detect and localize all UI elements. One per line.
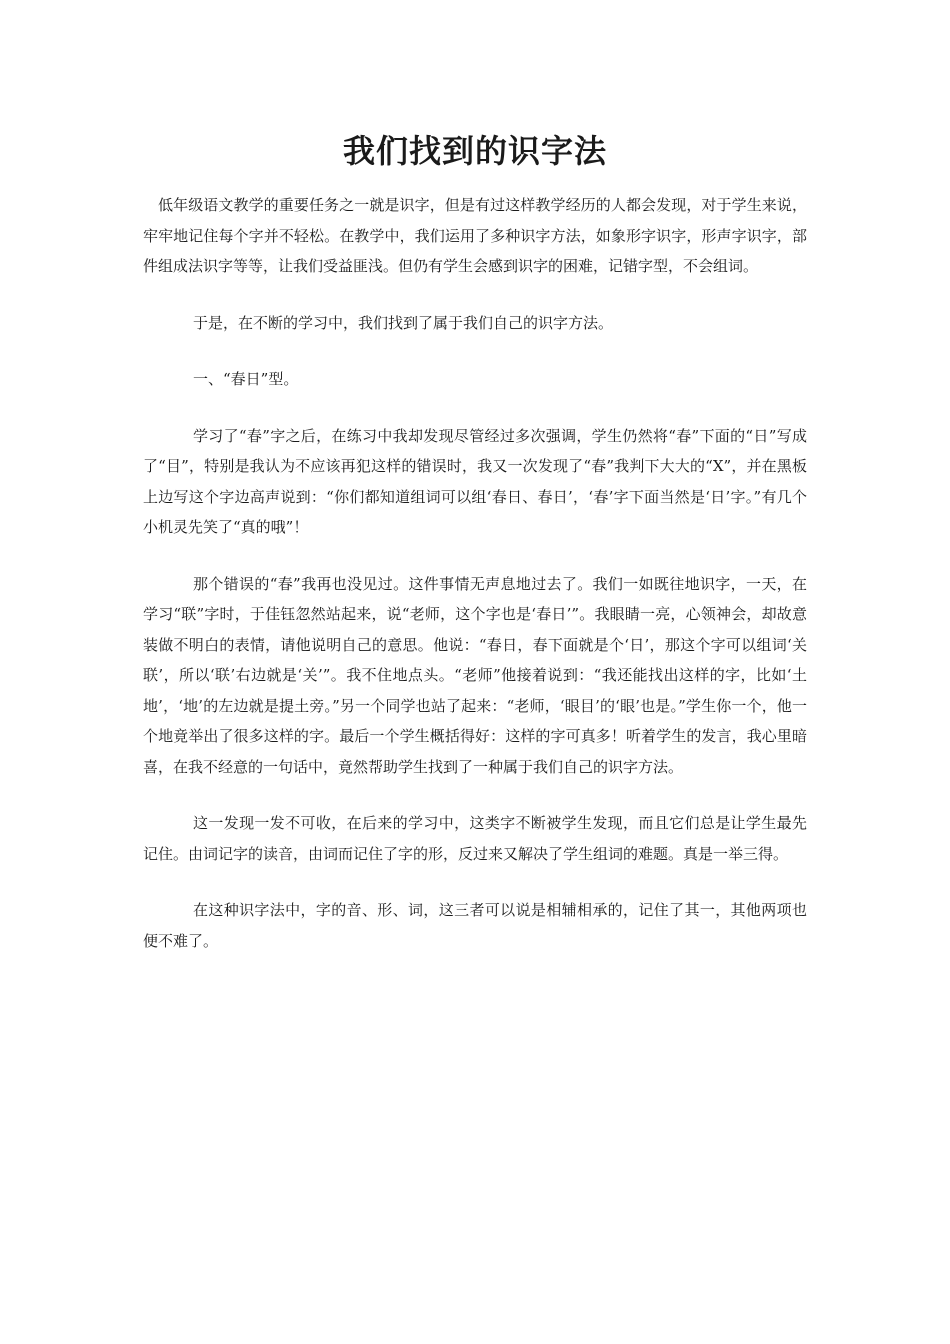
paragraph-lian-story: 那个错误的“春”我再也没见过。这件事情无声息地过去了。我们一如既往地识字，一天，在学习“联”字时，于佳钰忽然站起来，说“老师，这个字也是‘春日’”。我眼睛一亮，心领神会，却故意装做不明白的表情，请他说明自己的意思。他说：“春日，春下面就是个‘日’，那这个字可以组词‘关联’，所以‘联’右边就是‘关’”。我不住地点头。“老师”他接着说到：“我还能找出这样的字，比如‘土地’，‘地’的左边就是提土旁。”另一个同学也站了起来：“老师，‘眼目’的‘眼’也是。”学生你一个，他一个地竟举出了很多这样的字。最后一个学生概括得好：这样的字可真多！听着学生的发言，我心里暗喜，在我不经意的一句话中，竟然帮助学生找到了一种属于我们自己的识字方法。 [143,574,807,776]
paragraph-chun-story: 学习了“春”字之后，在练习中我却发现尽管经过多次强调，学生仍然将“春”下面的“日”写成了“目”，特别是我认为不应该再犯这样的错误时，我又一次发现了“春”我判下大大的“X”，并在黑板上边写这个字边高声说到：“你们都知道组词可以组‘春日、春日’，‘春’字下面当然是‘日’字。”有几个小机灵先笑了“真的哦”！ [143,426,807,536]
paragraph-discovery: 这一发现一发不可收，在后来的学习中，这类字不断被学生发现，而且它们总是让学生最先记住。由词记字的读音，由词而记住了字的形，反过来又解决了学生组词的难题。真是一举三得。 [143,814,807,863]
document-title: 我们找到的识字法 [342,132,607,170]
paragraph-conclusion: 在这种识字法中，字的音、形、词，这三者可以说是相辅相承的，记住了其一，其他两项也便不难了。 [143,901,807,950]
paragraph-method-found: 于是，在不断的学习中，我们找到了属于我们自己的识字方法。 [193,313,614,332]
section-heading-chunri: 一、“春日”型。 [193,370,299,388]
paragraph-intro: 低年级语文教学的重要任务之一就是识字，但是有过这样教学经历的人都会发现，对于学生来说，牢牢地记住每个字并不轻松。在教学中，我们运用了多种识字方法，如象形字识字，形声字识字，部件组成法识字等等，让我们受益匪浅。但仍有学生会感到识字的困难，记错字型，不会组词。 [143,196,807,275]
